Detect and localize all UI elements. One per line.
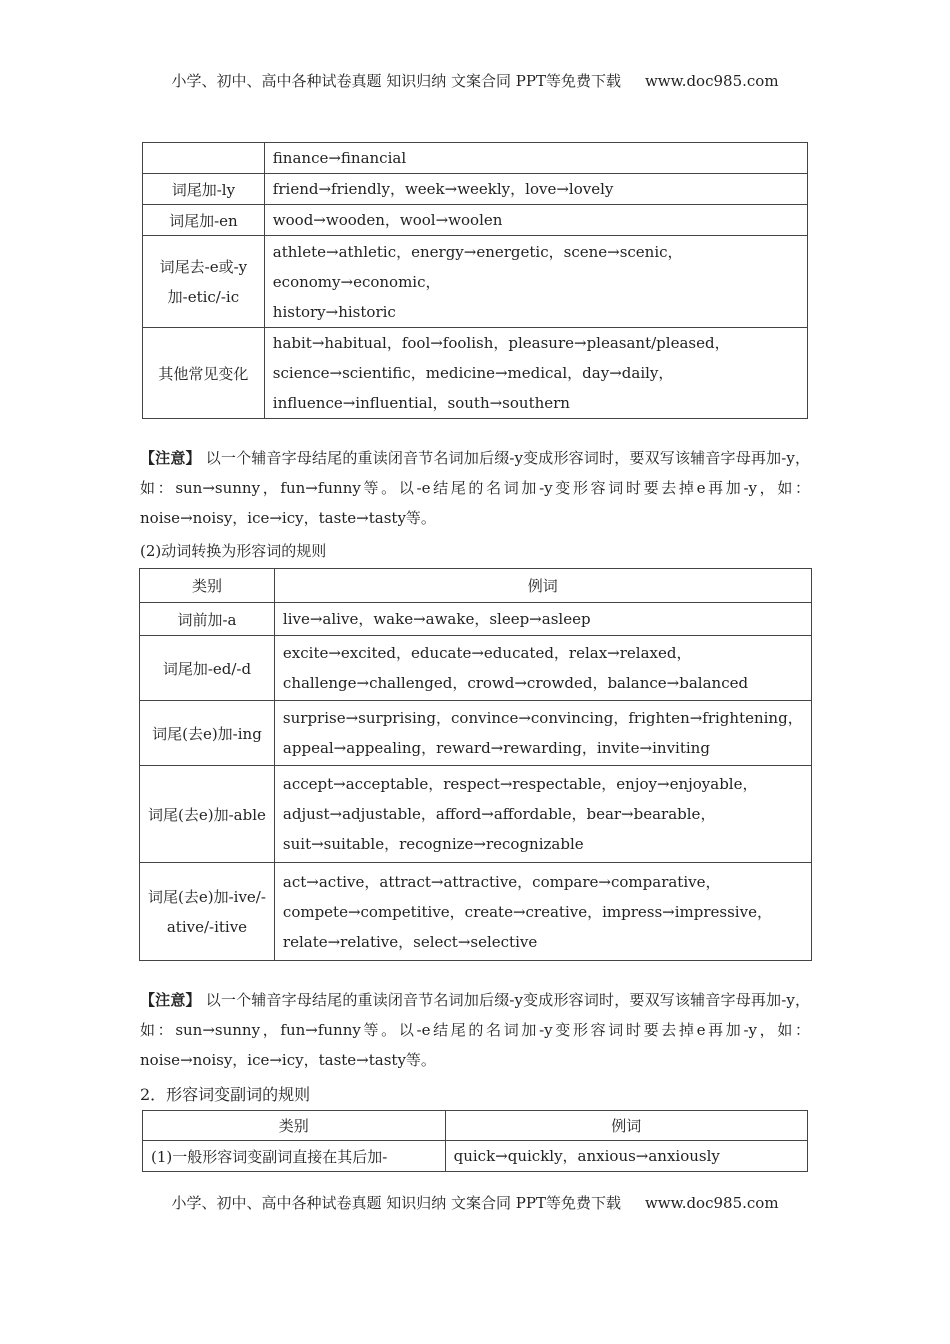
column-header: 例词 (445, 1111, 807, 1141)
adjective-adverb-table (142, 1110, 808, 1172)
note-label: 【注意】 (140, 991, 201, 1009)
category-cell: 词尾(去e)加-ive/- ative/-itive (140, 863, 275, 961)
note-text: 以一个辅音字母结尾的重读闭音节名词加后缀-y变成形容词时，要双写该辅音字母再加-y，如：sun→sunny，fun→funny等。以-e结尾的名词加-y变形容词时要去掉e再加-y，如：noise→noisy，ice→icy，taste→tasty等。 (140, 449, 810, 527)
example-cell: act→active，attract→attractive，compare→comparative， compete→competitive，create→creative，impress→impressive， relate→relative，select→selective (274, 863, 811, 961)
header-site: www.doc985.com (644, 72, 779, 90)
category-cell: 词尾加-en (143, 205, 265, 236)
subsection-title: (2)动词转换为形容词的规则 (140, 542, 327, 560)
footer-text: 小学、初中、高中各种试卷真题 知识归纳 文案合同 PPT等免费下载 (171, 1194, 621, 1212)
example-cell: wood→wooden，wool→woolen (264, 205, 807, 236)
category-cell (143, 143, 265, 174)
example-cell: friend→friendly，week→weekly，love→lovely (264, 174, 807, 205)
note-label: 【注意】 (140, 449, 201, 467)
example-cell: athlete→athletic，energy→energetic，scene→scenic， economy→economic， history→historic (264, 236, 807, 328)
column-header: 类别 (140, 569, 275, 603)
table-row (143, 328, 808, 419)
category-cell: 词尾加-ly (143, 174, 265, 205)
category-cell: 词尾(去e)加-ing (140, 701, 275, 766)
table-row (143, 236, 808, 328)
column-header: 类别 (143, 1111, 446, 1141)
table-row (143, 174, 808, 205)
table-row (143, 1141, 808, 1172)
example-cell: excite→excited，educate→educated，relax→relaxed， challenge→challenged，crowd→crowded，balance→balanced (274, 636, 811, 701)
example-cell: surprise→surprising，convince→convincing，frighten→frightening， appeal→appealing，reward→rewarding，invite→inviting (274, 701, 811, 766)
example-cell: habit→habitual，fool→foolish，pleasure→pleasant/pleased， science→scientific，medicine→medical，day→daily， influence→influential，south→southern (264, 328, 807, 419)
note-paragraph (140, 985, 810, 1075)
table-row (140, 636, 812, 701)
noun-adjective-table (142, 142, 808, 419)
example-cell: live→alive，wake→awake，sleep→asleep (274, 603, 811, 636)
section-title: 2．形容词变副词的规则 (140, 1085, 311, 1104)
page-footer (0, 1192, 950, 1213)
header-text: 小学、初中、高中各种试卷真题 知识归纳 文案合同 PPT等免费下载 (171, 72, 621, 90)
table-row (140, 863, 812, 961)
category-cell: (1)一般形容词变副词直接在其后加- (143, 1141, 446, 1172)
category-cell: 词尾(去e)加-able (140, 766, 275, 863)
category-cell: 词尾去-e或-y 加-etic/-ic (143, 236, 265, 328)
table-header-row (143, 1111, 808, 1141)
table-header-row (140, 569, 812, 603)
page-header (0, 70, 950, 91)
table-row (140, 603, 812, 636)
category-cell: 词尾加-ed/-d (140, 636, 275, 701)
example-cell: accept→acceptable，respect→respectable，enjoy→enjoyable， adjust→adjustable，afford→affordable，bear→bearable， suit→suitable，recognize→recognizable (274, 766, 811, 863)
example-cell: quick→quickly，anxious→anxiously (445, 1141, 807, 1172)
footer-site: www.doc985.com (644, 1194, 779, 1212)
note-paragraph (140, 443, 810, 533)
table-row (140, 701, 812, 766)
column-header: 例词 (274, 569, 811, 603)
verb-adjective-table (139, 568, 812, 961)
table-row (143, 143, 808, 174)
note-text: 以一个辅音字母结尾的重读闭音节名词加后缀-y变成形容词时，要双写该辅音字母再加-y，如：sun→sunny，fun→funny等。以-e结尾的名词加-y变形容词时要去掉e再加-y，如：noise→noisy，ice→icy，taste→tasty等。 (140, 991, 810, 1069)
example-cell: finance→financial (264, 143, 807, 174)
table-row (143, 205, 808, 236)
category-cell: 其他常见变化 (143, 328, 265, 419)
table-row (140, 766, 812, 863)
category-cell: 词前加-a (140, 603, 275, 636)
